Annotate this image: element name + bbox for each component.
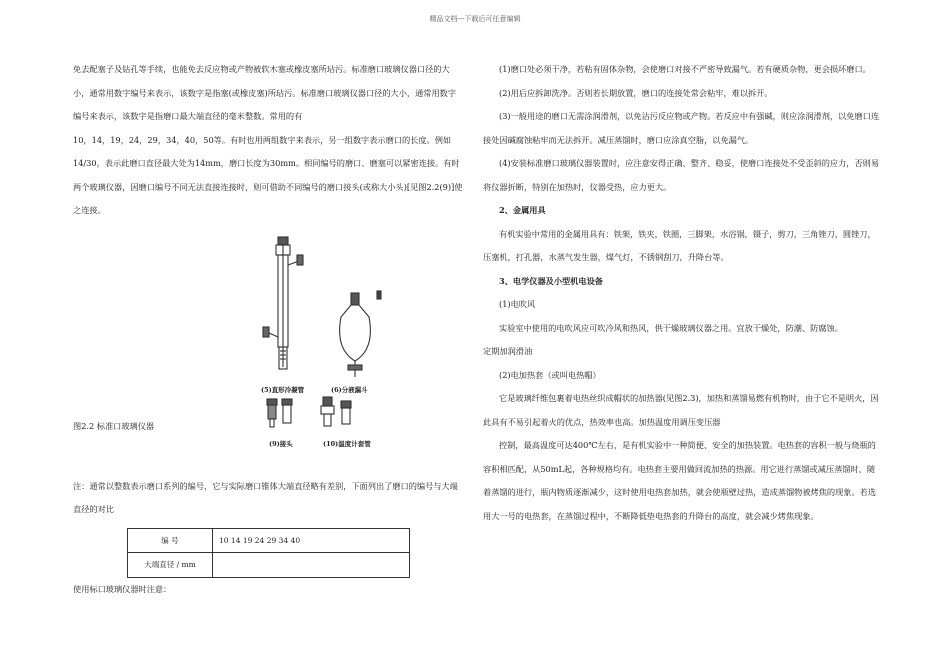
paragraph: 定期加润滑油 bbox=[483, 346, 533, 356]
paragraph: 有机实验中常用的金属用具有：铁架，铁夹，铁圈，三脚架，水浴锅，镊子，剪刀，三角锉刀，圆锉刀，压塞机，打孔器，水蒸气发生器，煤气灯，不锈钢刮刀，升降台等。 bbox=[483, 228, 876, 262]
section-heading: 2、金属用具 bbox=[499, 205, 546, 215]
table-cell: 编 号 bbox=[128, 528, 213, 553]
section-heading: 3、电学仪器及小型机电设备 bbox=[499, 275, 603, 286]
paragraph: (2)用后应拆卸洗净。否则若长期放置，磨口的连接处常会粘牢，难以拆开。 bbox=[499, 87, 773, 98]
table-cell bbox=[213, 553, 410, 578]
page-header: 精品文档---下载后可任意编辑 bbox=[429, 15, 521, 23]
right-column bbox=[483, 58, 883, 528]
figure-label: (9)接头 bbox=[269, 439, 293, 448]
paragraph: 免去配塞子及钻孔等手续，也能免去反应物或产物被软木塞或橡皮塞所玷污。标准磨口玻璃仪器口径的大小，通常用数字编号来表示，该数字是指塞(或橡皮塞)所玷污。标准磨口玻璃仪器口径的大小，通常用数字编号来表示，该数字是指磨口最大端直径的毫米整数。常用的有 bbox=[73, 64, 457, 121]
figure-label: (5)直形冷凝管 bbox=[261, 385, 305, 394]
paragraph: (1)磨口处必须干净，若粘有固体杂物，会使磨口对接不严密导致漏气。若有硬质杂物，更会损坏磨口。 bbox=[499, 64, 871, 74]
figure-glassware bbox=[73, 229, 463, 461]
paragraph: (3)一般用途的磨口无需涂润滑剂，以免沾污反应物或产物。若反应中有强碱，则应涂润滑剂，以免磨口连接处因碱腐蚀粘牢而无法拆开。减压蒸馏时，磨口应涂真空脂，以免漏气。 bbox=[483, 111, 880, 145]
paragraph: (1)电吹风 bbox=[499, 299, 536, 309]
figure-caption: 图2.2 标准口玻璃仪器 bbox=[73, 420, 155, 431]
paragraph: (2)电加热套（或叫电热帽） bbox=[499, 369, 601, 380]
paragraph: 10，14，19，24，29，34，40，50等。有时也用两组数字来表示，另一组数字表示磨口的长度。例如14/30，表示此磨口直径最大处为14mm，磨口长度为30mm。相同编号的磨口、磨塞可以紧密连接。有时两个玻璃仪器，因磨口编号不同无法直接连接时，则可借助不同编号的磨口接头(或称大小头)[见图2.2(9)]使之连接。 bbox=[73, 134, 463, 215]
figure-label: (6)分液漏斗 bbox=[331, 385, 368, 394]
paragraph: 它是玻璃纤维包裹着电热丝织成帽状的加热器(见图2.3)，加热和蒸馏易燃有机物时，由于它不是明火，因此具有不易引起着火的优点，热效率也高。加热温度用调压变压器 bbox=[483, 393, 879, 427]
table-row bbox=[128, 553, 410, 578]
table-row bbox=[128, 528, 410, 553]
paragraph: 控制，最高温度可达400℃左右，是有机实验中一种简便、安全的加热装置。电热套的容积一般与烧瓶的容积相匹配，从50mL起，各种规格均有。电热套主要用做回流加热的热源。用它进行蒸馏或减压蒸馏时，随着蒸馏的进行，瓶内物质逐渐减少，这时使用电热套加热，就会使瓶壁过热，造成蒸馏物被烤焦的现象。若选用大一号的电热套，在蒸馏过程中，不断降低垫电热套的升降台的高度，就会减少烤焦现象。 bbox=[483, 440, 877, 521]
table-cell: 大端直径 / mm bbox=[128, 553, 213, 578]
left-column bbox=[73, 58, 463, 601]
paragraph: 实验室中使用的电吹风应可吹冷风和热风，供干燥玻璃仪器之用。宜放干燥处，防潮、防腐蚀。 bbox=[499, 322, 843, 333]
table-cell: 10 14 19 24 29 34 40 bbox=[213, 528, 410, 553]
paragraph: 使用标口玻璃仪器时注意： bbox=[73, 583, 172, 594]
figure-label: (10)温度计套管 bbox=[323, 439, 371, 448]
paragraph: (4)安装标准磨口玻璃仪器装置时，应注意安得正确、整齐、稳妥，使磨口连接处不受歪斜的应力，否则易将仪器折断，特别在加热时，仪器受热，应力更大。 bbox=[483, 158, 880, 192]
note: 注：通常以整数表示磨口系列的编号，它与实际磨口锥体大端直径略有差别，下面列出了磨口的编号与大端直径的对比 bbox=[73, 480, 458, 514]
size-table bbox=[127, 528, 410, 578]
